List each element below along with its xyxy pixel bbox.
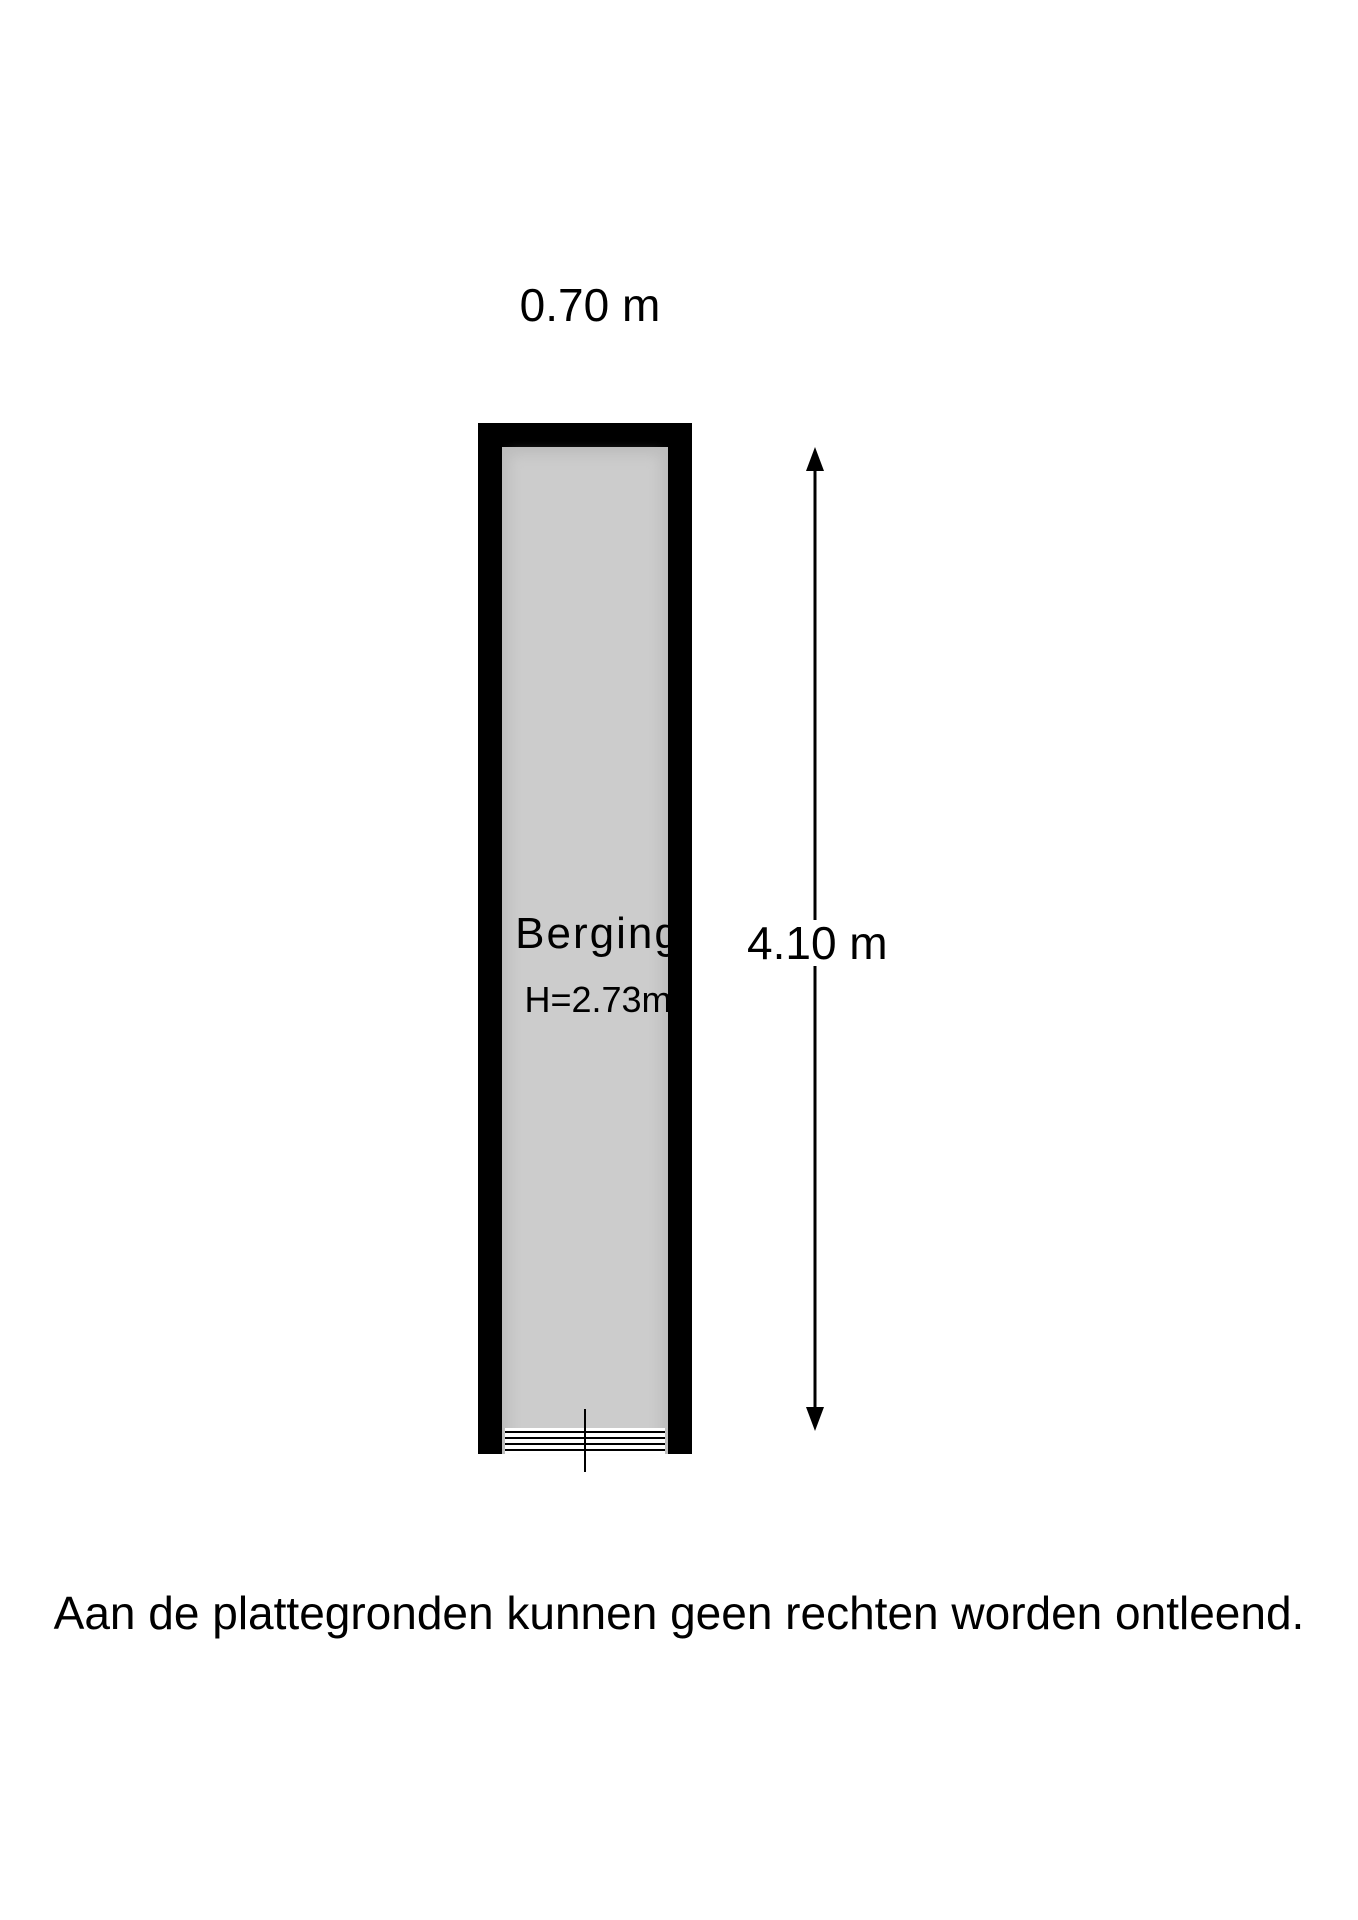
disclaimer-text: Aan de plattegronden kunnen geen rechten worden ontleend. <box>53 1587 1305 1639</box>
room-name: Berging <box>515 909 681 958</box>
width-dimension-label: 0.70 m <box>519 279 661 331</box>
length-dimension-label: 4.10 m <box>745 920 909 966</box>
room-height: H=2.73m <box>524 979 672 1020</box>
